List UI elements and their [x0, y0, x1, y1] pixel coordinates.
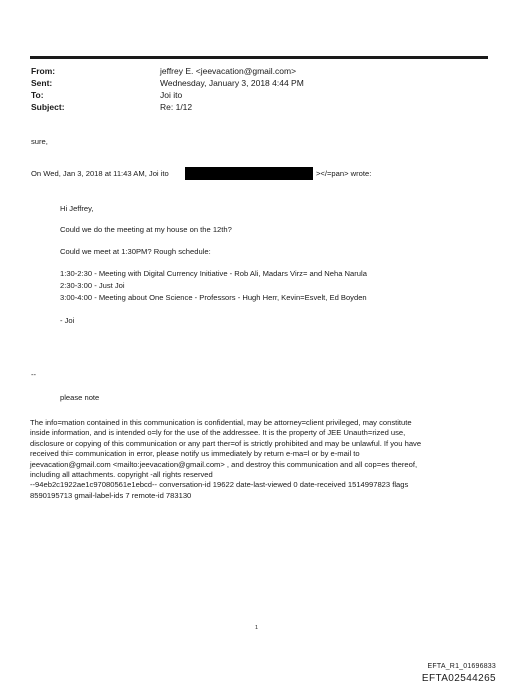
disclaimer-line: --94eb2c1922ae1c97080561e1ebcd-- conversation-id 19622 date-last-viewed 0 date-received 1514997823 flags	[30, 480, 409, 490]
disclaimer-line: received thi= communication in error, please notify us immediately by return e-ma=l or by e-mail to	[30, 449, 360, 459]
schedule-item: 2:30-3:00 - Just Joi	[60, 281, 125, 290]
bates-number-small: EFTA_R1_01696833	[427, 663, 496, 670]
schedule-item: 3:00-4:00 - Meeting about One Science - Professors - Hugh Herr, Kevin=Esvelt, Ed Boyden	[60, 293, 367, 302]
signoff: - Joi	[60, 316, 75, 325]
from-label: From:	[31, 66, 56, 76]
disclaimer-line: The info=mation contained in this communication is confidential, may be attorney=client privileged, may constitute	[30, 418, 412, 427]
to-value: Joi ito	[160, 90, 183, 100]
subject-value: Re: 1/12	[160, 102, 193, 112]
separator: --	[31, 370, 37, 379]
reply-text: sure,	[31, 137, 48, 146]
body-line-1: Could we do the meeting at my house on the 12th?	[60, 225, 232, 234]
quote-suffix: ></=pan> wrote:	[316, 169, 372, 178]
header-rule	[30, 56, 488, 59]
disclaimer-block	[30, 418, 495, 501]
from-value: jeffrey E. <jeevacation@gmail.com>	[160, 66, 297, 76]
body-line-2: Could we meet at 1:30PM? Rough schedule:	[60, 247, 211, 256]
bates-number-large: EFTA02544265	[421, 673, 496, 684]
schedule-item: 1:30-2:30 - Meeting with Digital Currency Initiative - Rob Ali, Madars Virz= and Neha Narula	[60, 269, 367, 278]
page-number: 1	[255, 625, 259, 631]
sent-label: Sent:	[31, 78, 53, 88]
to-label: To:	[31, 90, 44, 100]
disclaimer-line: jeevacation@gmail.com <mailto:jeevacation@gmail.com> , and destroy this communication and all cop=es thereof,	[30, 459, 418, 469]
disclaimer-line: inside information, and is intended o=ly for the use of the addressee. It is the property of JEE Unauth=rized use,	[30, 428, 406, 438]
subject-label: Subject:	[31, 102, 65, 112]
please-note: please note	[60, 393, 100, 402]
disclaimer-line: 8590195713 gmail-label-ids 7 remote-id 783130	[30, 490, 192, 500]
disclaimer-line: disclosure or copying of this communication or any part ther=of is strictly prohibited and may be unlawful. If you have	[30, 438, 422, 448]
greeting: Hi Jeffrey,	[60, 204, 94, 213]
quote-prefix: On Wed, Jan 3, 2018 at 11:43 AM, Joi ito	[31, 169, 169, 178]
redaction-block	[185, 167, 313, 180]
disclaimer-line: including all attachments. copyright -all rights reserved	[30, 470, 213, 480]
sent-value: Wednesday, January 3, 2018 4:44 PM	[160, 78, 304, 88]
